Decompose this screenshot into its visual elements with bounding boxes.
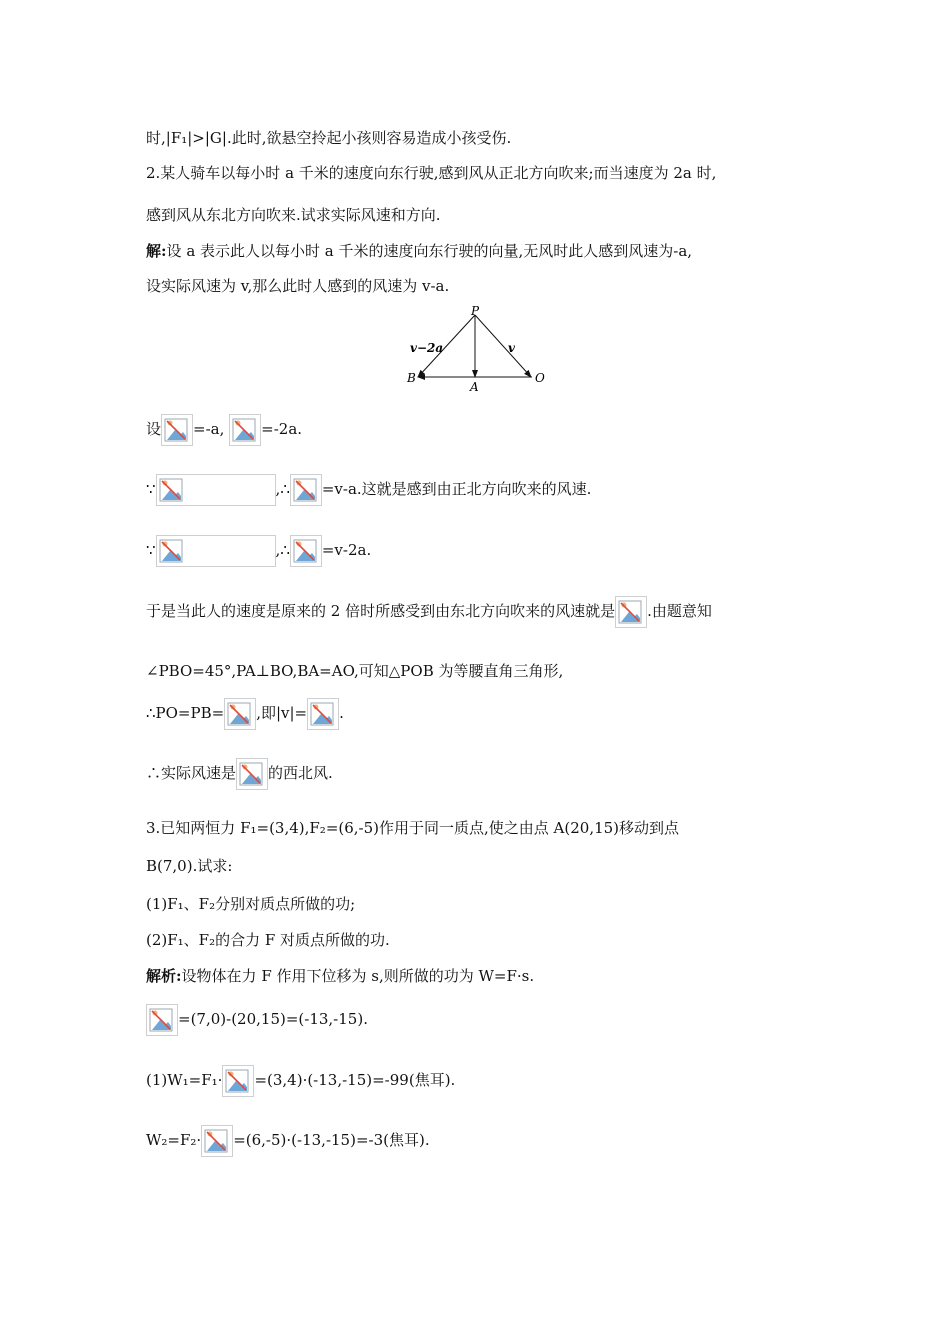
text-span: W₂=F₂· — [146, 1131, 202, 1149]
text-span: 设 — [146, 420, 162, 438]
text-line: 3.已知两恒力 F₁=(3,4),F₂=(6,-5)作用于同一质点,使之由点 A(20,15)移动到点 — [146, 819, 680, 837]
text-line: 设实际风速为 v,那么此时人感到的风速为 v-a. — [146, 277, 450, 295]
text-span: 的西北风. — [268, 764, 333, 782]
text-line — [146, 758, 333, 790]
text-line — [146, 966, 534, 986]
text-span: =(6,-5)·(-13,-15)=-3(焦耳). — [233, 1131, 430, 1149]
text-span: =v-a.这就是感到由正北方向吹来的风速. — [321, 480, 592, 498]
text-line: B(7,0).试求: — [146, 857, 233, 875]
text-line — [146, 414, 302, 446]
vector-po — [475, 315, 531, 377]
point-label-b: B — [407, 371, 416, 385]
broken-image-icon — [224, 698, 256, 730]
text-span: =-2a. — [261, 420, 303, 438]
text-span: ,∴ — [275, 480, 290, 498]
text-line: ∠PBO=45°,PA⊥BO,BA=AO,可知△POB 为等腰直角三角形, — [146, 662, 564, 680]
broken-image-icon — [290, 474, 322, 506]
broken-image-icon — [615, 596, 647, 628]
point-label-a: A — [470, 380, 479, 394]
text-line — [146, 535, 371, 567]
broken-image-icon — [146, 1004, 178, 1036]
text-line: (1)F₁、F₂分别对质点所做的功; — [146, 895, 356, 913]
text-span: ∴PO=PB= — [146, 704, 225, 722]
text-line — [146, 1065, 455, 1097]
text-span: =v-2a. — [321, 541, 372, 559]
text-span: =(3,4)·(-13,-15)=-99(焦耳). — [254, 1071, 456, 1089]
text-line: 感到风从东北方向吹来.试求实际风速和方向. — [146, 206, 441, 224]
text-line — [146, 596, 712, 628]
point-label-o: O — [535, 371, 545, 385]
text-line: (2)F₁、F₂的合力 F 对质点所做的功. — [146, 931, 390, 949]
text-line — [146, 474, 591, 506]
text-span: .由题意知 — [647, 602, 712, 620]
broken-image-icon — [156, 535, 276, 567]
text-span: (1)W₁=F₁· — [146, 1071, 223, 1089]
text-span: ∴实际风速是 — [146, 764, 237, 782]
vector-label-left: v−2a — [410, 341, 444, 355]
text-line — [146, 241, 692, 261]
point-label-p: P — [471, 305, 480, 318]
text-span: . — [339, 704, 344, 722]
solution-text: 设 a 表示此人以每小时 a 千米的速度向东行驶的向量,无风时此人感到风速为-a, — [166, 242, 693, 260]
analysis-text: 设物体在力 F 作用下位移为 s,则所做的功为 W=F·s. — [181, 967, 535, 985]
broken-image-icon — [161, 414, 193, 446]
vector-diagram — [400, 305, 550, 395]
broken-image-icon — [222, 1065, 254, 1097]
broken-image-icon — [201, 1125, 233, 1157]
broken-image-icon — [156, 474, 276, 506]
analysis-label: 解析: — [146, 967, 182, 985]
text-line — [146, 698, 344, 730]
text-span: =-a, — [193, 420, 225, 438]
text-span: 于是当此人的速度是原来的 2 倍时所感受到由东北方向吹来的风速就是 — [146, 602, 616, 620]
broken-image-icon — [229, 414, 261, 446]
text-line — [146, 1125, 430, 1157]
text-span: ,∴ — [275, 541, 290, 559]
vector-label-right: v — [508, 341, 515, 355]
text-span: ∵ — [146, 480, 156, 498]
broken-image-icon — [307, 698, 339, 730]
text-line: 2.某人骑车以每小时 a 千米的速度向东行驶,感到风从正北方向吹来;而当速度为 2a 时, — [146, 164, 717, 182]
text-line: 时,|F₁|>|G|.此时,欲悬空拎起小孩则容易造成小孩受伤. — [146, 129, 512, 147]
text-span: ∵ — [146, 541, 156, 559]
solution-label: 解: — [146, 242, 167, 260]
text-span: =(7,0)-(20,15)=(-13,-15). — [178, 1010, 368, 1028]
text-line — [146, 1004, 368, 1036]
broken-image-icon — [290, 535, 322, 567]
broken-image-icon — [236, 758, 268, 790]
text-span: ,即|v|= — [256, 704, 308, 722]
